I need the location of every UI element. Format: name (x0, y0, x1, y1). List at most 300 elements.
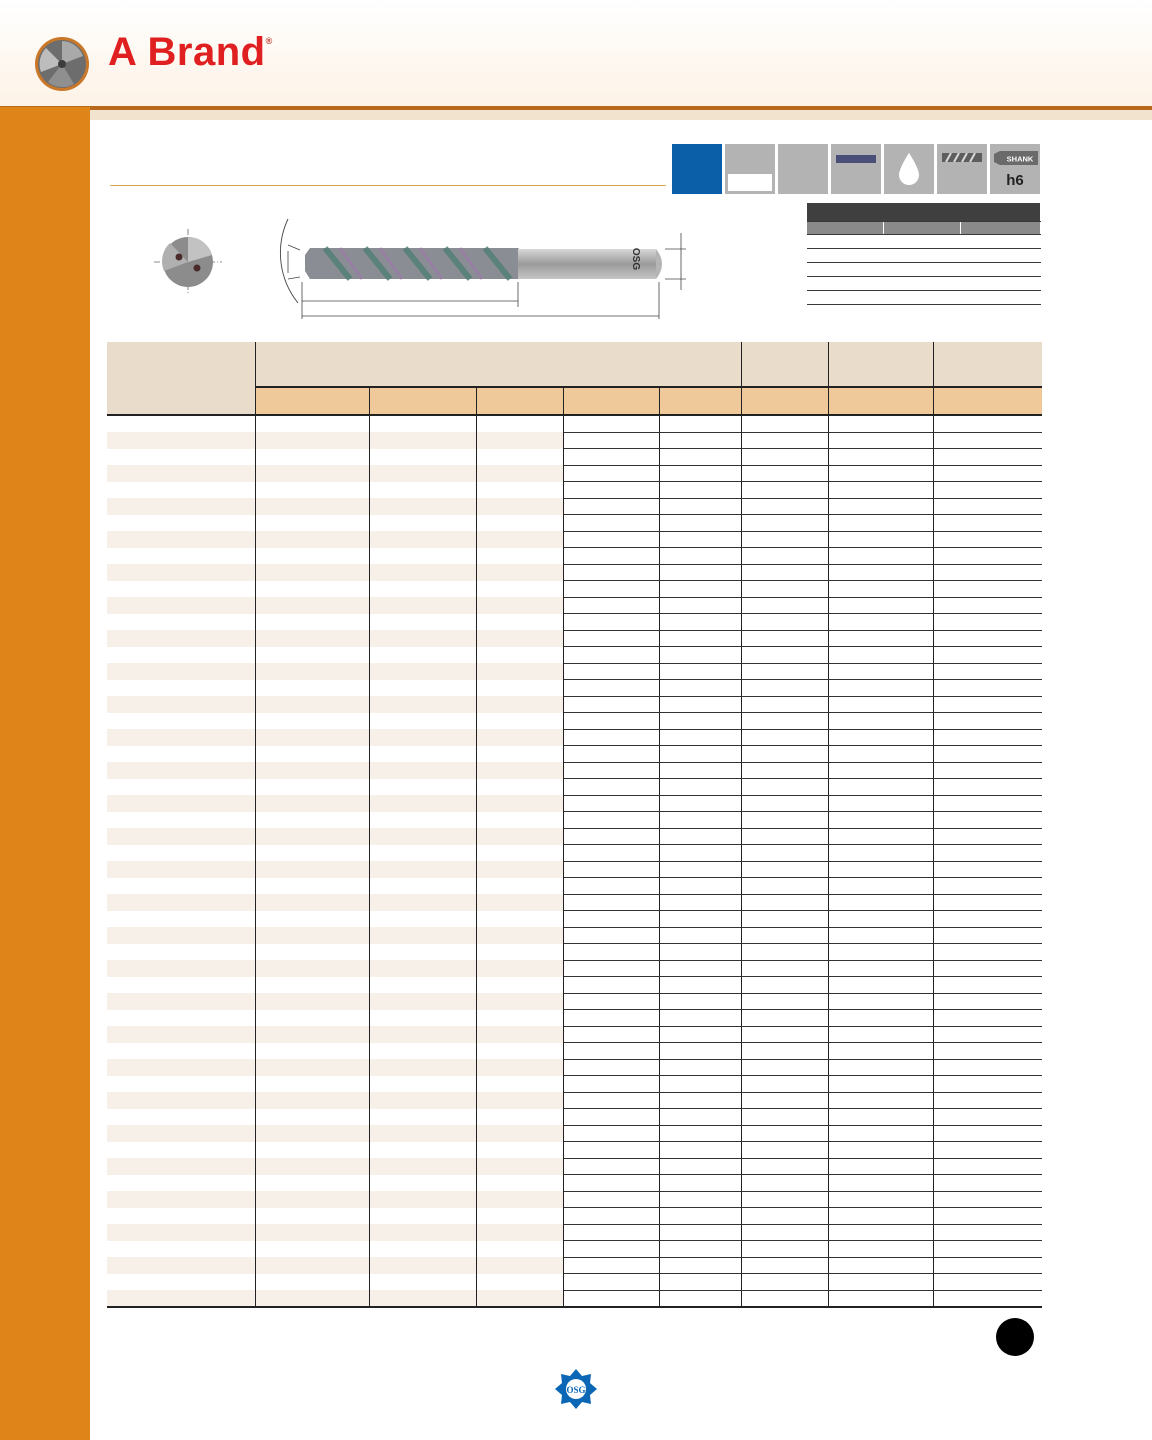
table-cell (933, 614, 1042, 631)
table-cell (659, 795, 741, 812)
table-cell (828, 1109, 933, 1126)
table-cell (369, 977, 476, 994)
drill-side-view (280, 219, 686, 319)
table-cell (107, 1158, 255, 1175)
table-cell (828, 630, 933, 647)
table-cell (659, 861, 741, 878)
table-cell (563, 1208, 659, 1225)
table-row (107, 1125, 1042, 1142)
table-cell (933, 1142, 1042, 1159)
table-row (107, 515, 1042, 532)
col-header-item (107, 342, 255, 415)
table-cell (828, 581, 933, 598)
table-cell (369, 927, 476, 944)
table-cell (741, 630, 828, 647)
table-cell (828, 993, 933, 1010)
table-cell (107, 1191, 255, 1208)
table-cell (741, 1224, 828, 1241)
table-cell (563, 1092, 659, 1109)
table-cell (563, 911, 659, 928)
table-cell (659, 663, 741, 680)
table-cell (828, 696, 933, 713)
table-cell (476, 581, 563, 598)
table-cell (563, 795, 659, 812)
table-cell (255, 1208, 369, 1225)
table-cell (476, 746, 563, 763)
table-row (107, 415, 1042, 432)
table-cell (563, 449, 659, 466)
table-cell (828, 911, 933, 928)
table-cell (659, 746, 741, 763)
table-cell (563, 944, 659, 961)
table-cell (659, 564, 741, 581)
table-cell (828, 482, 933, 499)
table-cell (369, 597, 476, 614)
table-cell (476, 828, 563, 845)
table-cell (563, 828, 659, 845)
table-cell (476, 878, 563, 895)
table-row (107, 597, 1042, 614)
table-cell (476, 1043, 563, 1060)
table-cell (741, 1158, 828, 1175)
table-cell (255, 713, 369, 730)
table-cell (563, 1175, 659, 1192)
table-cell (933, 1290, 1042, 1307)
table-cell (563, 515, 659, 532)
table-cell (476, 647, 563, 664)
table-cell (659, 1043, 741, 1060)
table-cell (255, 795, 369, 812)
table-cell (659, 1142, 741, 1159)
table-cell (369, 1010, 476, 1027)
table-cell (741, 795, 828, 812)
table-cell (933, 1191, 1042, 1208)
table-cell (563, 680, 659, 697)
table-cell (563, 861, 659, 878)
table-cell (563, 1274, 659, 1291)
table-cell (741, 614, 828, 631)
table-row (107, 647, 1042, 664)
table-cell (369, 498, 476, 515)
table-cell (107, 894, 255, 911)
table-cell (476, 465, 563, 482)
table-cell (741, 432, 828, 449)
table-cell (659, 1158, 741, 1175)
table-row (107, 977, 1042, 994)
table-cell (659, 647, 741, 664)
table-cell (255, 1059, 369, 1076)
table-cell (563, 1076, 659, 1093)
table-cell (933, 828, 1042, 845)
table-cell (255, 1274, 369, 1291)
table-cell (255, 729, 369, 746)
table-cell (369, 465, 476, 482)
table-cell (369, 564, 476, 581)
table-cell (828, 465, 933, 482)
table-cell (563, 597, 659, 614)
table-cell (828, 1125, 933, 1142)
table-cell (828, 713, 933, 730)
table-cell (563, 845, 659, 862)
table-cell (369, 663, 476, 680)
table-cell (476, 1142, 563, 1159)
table-cell (828, 878, 933, 895)
table-cell (107, 449, 255, 466)
table-row (107, 944, 1042, 961)
table-cell (255, 1241, 369, 1258)
table-cell (107, 1175, 255, 1192)
table-cell (476, 861, 563, 878)
table-cell (828, 1208, 933, 1225)
table-cell (659, 696, 741, 713)
table-cell (255, 1026, 369, 1043)
table-cell (369, 1257, 476, 1274)
table-cell (933, 795, 1042, 812)
table-cell (476, 1076, 563, 1093)
table-cell (933, 713, 1042, 730)
table-cell (476, 1059, 563, 1076)
table-cell (828, 1092, 933, 1109)
table-row (107, 1257, 1042, 1274)
table-cell (828, 828, 933, 845)
table-cell (563, 1191, 659, 1208)
table-row (107, 663, 1042, 680)
table-cell (369, 1290, 476, 1307)
brand-title-text: A Brand (108, 30, 266, 74)
table-cell (828, 432, 933, 449)
table-cell (828, 845, 933, 862)
table-cell (828, 1290, 933, 1307)
shank-h6-icon (990, 144, 1040, 194)
table-cell (741, 597, 828, 614)
table-cell (255, 1191, 369, 1208)
table-cell (933, 1175, 1042, 1192)
table-cell (476, 1224, 563, 1241)
table-cell (476, 449, 563, 466)
brand-title (108, 30, 273, 75)
table-cell (476, 960, 563, 977)
table-cell (369, 944, 476, 961)
table-cell (107, 1224, 255, 1241)
table-cell (369, 696, 476, 713)
table-cell (563, 531, 659, 548)
table-cell (933, 432, 1042, 449)
blank-spec-icon (778, 144, 828, 194)
table-cell (563, 663, 659, 680)
table-cell (933, 927, 1042, 944)
table-cell (476, 1191, 563, 1208)
table-cell (741, 515, 828, 532)
table-cell (563, 779, 659, 796)
table-cell (659, 845, 741, 862)
table-cell (107, 614, 255, 631)
table-cell (741, 878, 828, 895)
table-cell (476, 482, 563, 499)
table-cell (933, 960, 1042, 977)
table-row (107, 878, 1042, 895)
table-cell (563, 1043, 659, 1060)
table-cell (659, 498, 741, 515)
table-cell (107, 581, 255, 598)
table-cell (476, 630, 563, 647)
table-cell (107, 432, 255, 449)
table-cell (659, 1092, 741, 1109)
table-cell (828, 1026, 933, 1043)
table-cell (107, 548, 255, 565)
table-cell (476, 1109, 563, 1126)
table-cell (828, 1059, 933, 1076)
table-cell (476, 944, 563, 961)
table-row (107, 1208, 1042, 1225)
table-cell (741, 1274, 828, 1291)
table-cell (828, 779, 933, 796)
table-cell (933, 515, 1042, 532)
table-row (107, 795, 1042, 812)
table-cell (828, 614, 933, 631)
table-cell (563, 878, 659, 895)
table-cell (476, 515, 563, 532)
table-row (107, 960, 1042, 977)
table-cell (659, 828, 741, 845)
table-cell (369, 630, 476, 647)
table-cell (933, 465, 1042, 482)
table-cell (369, 1191, 476, 1208)
table-row (107, 531, 1042, 548)
table-cell (255, 531, 369, 548)
table-cell (563, 993, 659, 1010)
table-cell (933, 1043, 1042, 1060)
table-cell (828, 1158, 933, 1175)
table-cell (563, 894, 659, 911)
table-cell (741, 1175, 828, 1192)
table-cell (107, 1274, 255, 1291)
table-cell (107, 1109, 255, 1126)
table-cell (933, 597, 1042, 614)
table-cell (741, 779, 828, 796)
table-cell (476, 548, 563, 565)
length-bar-icon (831, 144, 881, 194)
table-cell (369, 1026, 476, 1043)
table-cell (563, 729, 659, 746)
table-cell (659, 1241, 741, 1258)
table-cell (107, 1043, 255, 1060)
table-cell (563, 614, 659, 631)
drill-diagram (150, 215, 710, 325)
table-cell (828, 729, 933, 746)
table-cell (741, 1026, 828, 1043)
table-cell (369, 960, 476, 977)
coolant-drop-icon (884, 144, 934, 194)
table-cell (476, 911, 563, 928)
table-cell (476, 1010, 563, 1027)
table-cell (369, 449, 476, 466)
table-cell (828, 977, 933, 994)
table-cell (476, 812, 563, 829)
table-cell (933, 1010, 1042, 1027)
table-cell (476, 1026, 563, 1043)
table-cell (107, 1059, 255, 1076)
table-cell (659, 1026, 741, 1043)
table-row (107, 614, 1042, 631)
table-cell (563, 647, 659, 664)
table-cell (476, 1241, 563, 1258)
table-cell (741, 993, 828, 1010)
table-cell (107, 1290, 255, 1307)
table-cell (741, 1142, 828, 1159)
material-icon (672, 144, 722, 194)
table-cell (933, 894, 1042, 911)
table-cell (659, 449, 741, 466)
table-cell (563, 564, 659, 581)
table-row (107, 713, 1042, 730)
table-cell (107, 663, 255, 680)
table-cell (107, 911, 255, 928)
table-cell (741, 911, 828, 928)
table-cell (476, 1290, 563, 1307)
table-cell (107, 1142, 255, 1159)
table-cell (933, 762, 1042, 779)
table-cell (741, 977, 828, 994)
table-cell (741, 746, 828, 763)
shank-tolerance: h6 (1006, 172, 1024, 189)
table-cell (659, 432, 741, 449)
table-cell (255, 845, 369, 862)
table-cell (828, 515, 933, 532)
table-cell (563, 432, 659, 449)
table-cell (933, 845, 1042, 862)
table-cell (255, 614, 369, 631)
table-cell (933, 1109, 1042, 1126)
table-cell (659, 1290, 741, 1307)
table-row (107, 465, 1042, 482)
table-cell (563, 1026, 659, 1043)
table-cell (255, 1010, 369, 1027)
table-cell (476, 993, 563, 1010)
table-cell (255, 878, 369, 895)
table-row (107, 779, 1042, 796)
table-cell (828, 960, 933, 977)
table-cell (741, 812, 828, 829)
side-bar (0, 107, 90, 1440)
table-cell (255, 696, 369, 713)
table-cell (369, 993, 476, 1010)
table-cell (828, 1076, 933, 1093)
table-cell (369, 1125, 476, 1142)
table-row (107, 1142, 1042, 1159)
table-cell (255, 746, 369, 763)
table-row (107, 746, 1042, 763)
table-cell (255, 465, 369, 482)
osg-footer-logo-icon (554, 1368, 598, 1410)
table-cell (255, 449, 369, 466)
table-cell (828, 1175, 933, 1192)
table-cell (741, 1257, 828, 1274)
table-cell (659, 1274, 741, 1291)
table-cell (476, 713, 563, 730)
table-cell (107, 812, 255, 829)
col-header-7 (828, 342, 933, 387)
table-cell (369, 1142, 476, 1159)
table-cell (369, 1059, 476, 1076)
table-cell (476, 729, 563, 746)
table-cell (828, 861, 933, 878)
table-cell (107, 861, 255, 878)
table-cell (828, 795, 933, 812)
table-cell (255, 1142, 369, 1159)
table-cell (369, 713, 476, 730)
table-cell (741, 1191, 828, 1208)
table-cell (741, 1043, 828, 1060)
table-cell (255, 482, 369, 499)
table-cell (828, 449, 933, 466)
table-cell (476, 1092, 563, 1109)
table-cell (107, 696, 255, 713)
table-cell (255, 960, 369, 977)
table-cell (255, 911, 369, 928)
table-cell (107, 597, 255, 614)
table-cell (107, 944, 255, 961)
table-cell (107, 1208, 255, 1225)
table-cell (933, 630, 1042, 647)
table-cell (563, 696, 659, 713)
table-cell (659, 465, 741, 482)
table-row (107, 861, 1042, 878)
table-cell (741, 696, 828, 713)
table-cell (369, 482, 476, 499)
table-cell (107, 1257, 255, 1274)
table-cell (659, 680, 741, 697)
table-cell (659, 548, 741, 565)
spec-icon-strip (672, 144, 1040, 194)
table-cell (659, 1076, 741, 1093)
table-cell (659, 482, 741, 499)
table-cell (107, 878, 255, 895)
table-cell (828, 548, 933, 565)
table-cell (107, 927, 255, 944)
table-cell (933, 482, 1042, 499)
table-cell (369, 432, 476, 449)
table-cell (107, 415, 255, 432)
table-cell (255, 1175, 369, 1192)
table-cell (369, 1274, 476, 1291)
header-band (0, 110, 1152, 120)
table-row (107, 1290, 1042, 1307)
drill-tip-logo-icon (34, 36, 90, 92)
table-cell (563, 746, 659, 763)
table-cell (369, 680, 476, 697)
table-cell (741, 1241, 828, 1258)
table-cell (255, 1257, 369, 1274)
table-row (107, 845, 1042, 862)
table-cell (476, 415, 563, 432)
table-cell (741, 894, 828, 911)
table-cell (659, 614, 741, 631)
table-cell (659, 713, 741, 730)
table-cell (933, 779, 1042, 796)
table-cell (741, 1290, 828, 1307)
table-cell (741, 960, 828, 977)
section-rule (110, 185, 666, 186)
product-table-body (107, 415, 1042, 1307)
col-header-6 (741, 342, 828, 387)
table-cell (741, 498, 828, 515)
table-cell (659, 1208, 741, 1225)
table-cell (255, 564, 369, 581)
table-row (107, 548, 1042, 565)
table-row (107, 581, 1042, 598)
table-cell (107, 977, 255, 994)
table-row (107, 1241, 1042, 1258)
